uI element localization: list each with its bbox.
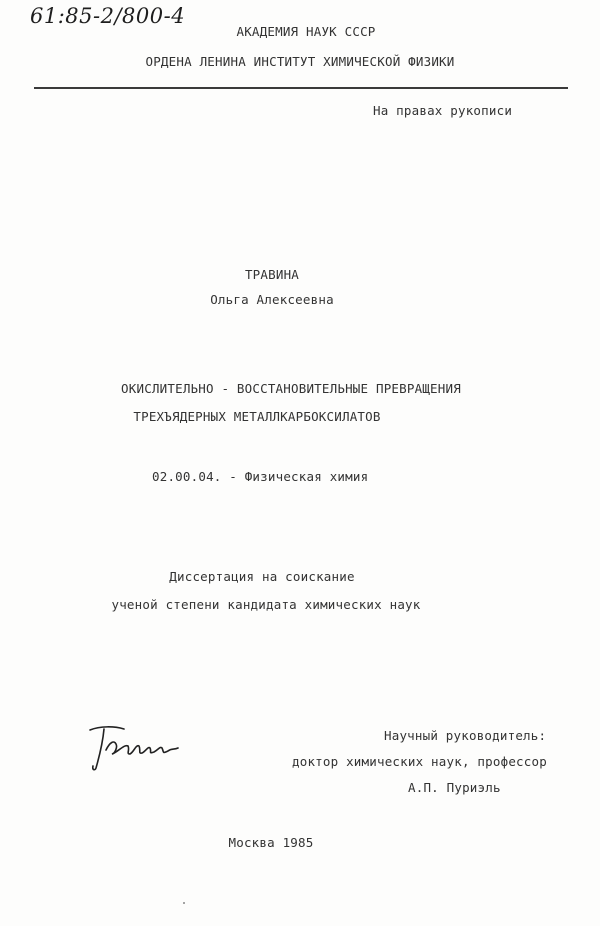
supervisor-title: доктор химических наук, профессор — [292, 754, 547, 769]
institute-header: ОРДЕНА ЛЕНИНА ИНСТИТУТ ХИМИЧЕСКОЙ ФИЗИКИ — [145, 54, 455, 69]
academy-header: АКАДЕМИЯ НАУК СССР — [236, 24, 376, 39]
supervisor-name: А.П. Пуриэль — [408, 780, 501, 795]
place-year: Москва 1985 — [228, 835, 314, 850]
title-line-1: ОКИСЛИТЕЛЬНО - ВОССТАНОВИТЕЛЬНЫЕ ПРЕВРАЩЕНИЯ — [121, 381, 461, 396]
author-given-names: Ольга Алексеевна — [210, 292, 334, 307]
specialty: 02.00.04. - Физическая химия — [152, 469, 369, 484]
rights-note: На правах рукописи — [373, 103, 513, 118]
archive-number: 61:85-2/800-4 — [30, 4, 186, 28]
author-surname: ТРАВИНА — [244, 267, 300, 282]
title-line-2: ТРЕХЪЯДЕРНЫХ МЕТАЛЛКАРБОКСИЛАТОВ — [133, 409, 381, 424]
supervisor-label: Научный руководитель: — [384, 728, 547, 743]
author-signature — [84, 724, 184, 774]
signature-text: Травина — [84, 724, 89, 725]
degree-line-1: Диссертация на соискание — [169, 569, 355, 584]
degree-line-2: ученой степени кандидата химических наук — [111, 597, 421, 612]
speck — [183, 902, 185, 904]
header-divider — [34, 87, 568, 89]
